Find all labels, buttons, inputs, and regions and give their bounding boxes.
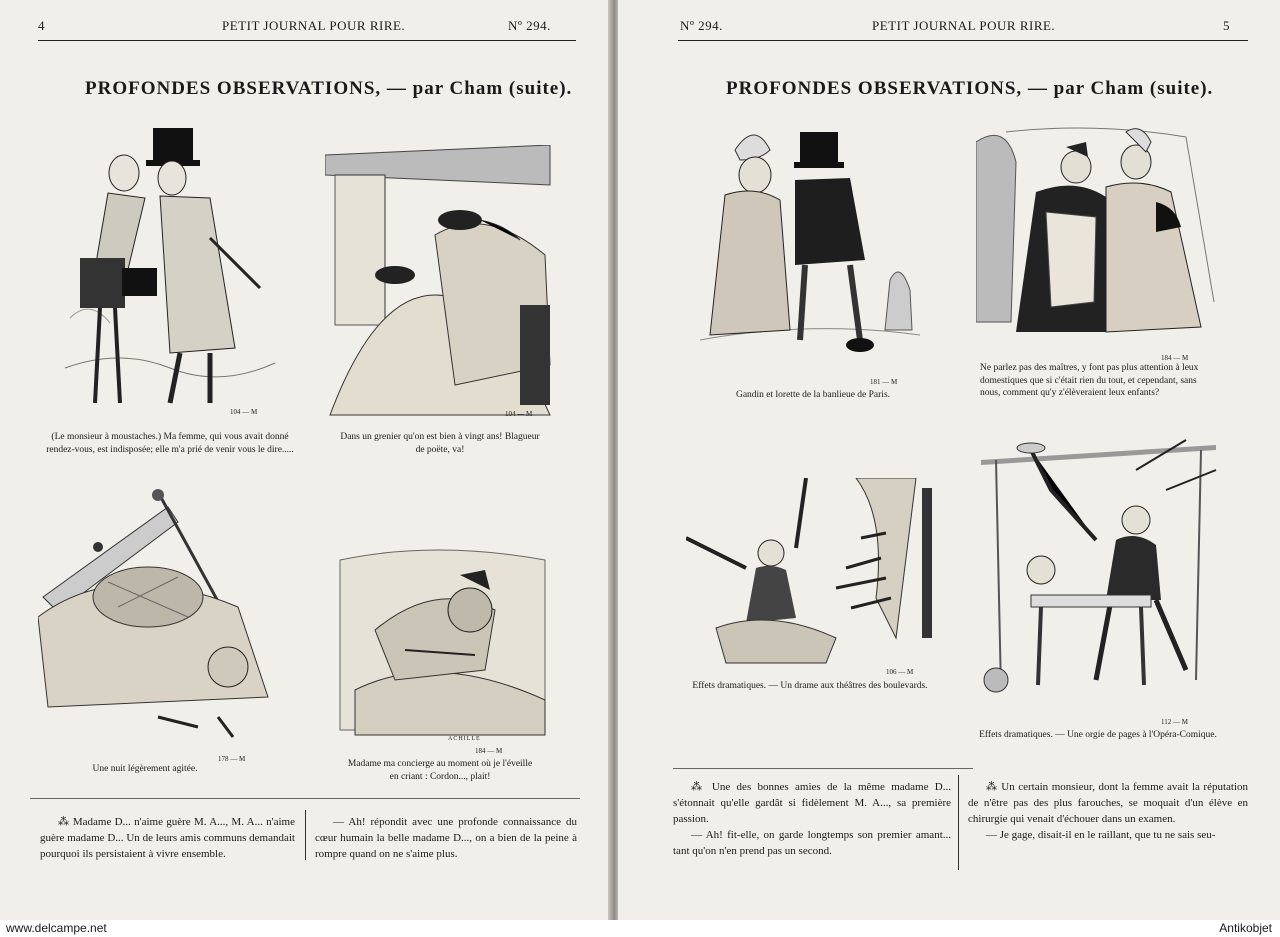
- anecdote-paragraph: ⁂ Madame D... n'aime guère M. A..., M. A... n'aime guère madame D... Un de leurs amis communs demandait pourquoi ils persistaient à vivre ensemble.: [40, 816, 295, 860]
- page-number: 5: [1223, 18, 1230, 33]
- header-title: PETIT JOURNAL POUR RIRE.: [222, 18, 406, 33]
- anecdote-column: [673, 779, 951, 859]
- footer-seller[interactable]: Antikobjet: [1219, 921, 1272, 935]
- anecdote-paragraph: ⁂ Un certain monsieur, dont la femme avait la réputation de n'être pas des plus farouches, se moquait d'un élève en chirurgie qui venait d'échouer dans un examen.: [968, 781, 1248, 825]
- column-divider: [305, 810, 306, 860]
- illustration-orgy: [976, 430, 1224, 726]
- illustration-drama: [686, 478, 936, 676]
- page-title: PROFONDES OBSERVATIONS, — par Cham (suite).: [85, 78, 573, 99]
- plate-number: 104 — M: [505, 410, 533, 418]
- caption: Ne parlez pas des maîtres, y font pas plus attention à leux domestiques que si c'était rien du tout, et cependant, sans nous, comment qu'y z'élèveraient leux enfants?: [980, 363, 1199, 398]
- anecdote-paragraph: ⁂ Une des bonnes amies de la même madame D... s'étonnait qu'elle gardât si fidèlement M. A..., sa première passion.: [673, 781, 951, 825]
- page-number: 4: [38, 18, 45, 33]
- plate-number: 178 — M: [218, 755, 246, 763]
- illustration-attic: [325, 145, 555, 420]
- section-rule: [673, 768, 973, 769]
- illustration-concierge: [335, 540, 550, 755]
- caption: (Le monsieur à moustaches.) Ma femme, qui vous avait donné rendez-vous, est indisposée; elle m'a prié de venir vous le dire.....: [46, 432, 294, 455]
- caption: Effets dramatiques. — Une orgie de pages à l'Opéra-Comique.: [979, 730, 1217, 740]
- page-title: PROFONDES OBSERVATIONS, — par Cham (suite).: [726, 78, 1214, 99]
- plate-number: 106 — M: [886, 668, 914, 676]
- column-divider: [958, 775, 959, 870]
- footer-source[interactable]: www.delcampe.net: [6, 921, 107, 935]
- plate-number: 184 — M: [475, 747, 503, 755]
- illustration-gentlemen: [60, 118, 280, 418]
- anecdote-column: [40, 814, 295, 862]
- caption: Madame ma concierge au moment où je l'éveille en criant : Cordon..., plait!: [347, 759, 533, 782]
- anecdote-column: [315, 814, 577, 862]
- caption: Une nuit légèrement agitée.: [92, 764, 198, 774]
- anecdote-paragraph: — Ah! fit-elle, on garde longtemps son premier amant... tant qu'on n'en prend pas un second.: [673, 829, 951, 857]
- issue-number: Nº 294.: [508, 18, 551, 33]
- header-rule: [678, 40, 1248, 41]
- illustration-servants: [976, 122, 1216, 362]
- plate-number: 181 — M: [870, 378, 898, 386]
- caption: Dans un grenier qu'on est bien à vingt ans! Blagueur de poëte, va!: [340, 432, 540, 455]
- anecdote-paragraph: — Je gage, disait-il en le raillant, que tu ne sais seu-: [986, 829, 1216, 841]
- header-title: PETIT JOURNAL POUR RIRE.: [872, 18, 1056, 33]
- plate-number: 104 — M: [230, 408, 258, 416]
- illustration-restless-night: [38, 487, 278, 763]
- caption: Effets dramatiques. — Un drame aux théâtres des boulevards.: [692, 681, 928, 691]
- plate-number: 112 — M: [1161, 718, 1188, 726]
- issue-number: Nº 294.: [680, 18, 723, 33]
- illustration-gandin-lorette: [700, 120, 920, 386]
- footer-bar: [0, 920, 1280, 937]
- anecdote-paragraph: — Ah! répondit avec une profonde connaissance du cœur humain la belle madame D..., on a bien de la peine à rompre quand on ne s'aime plus.: [315, 816, 577, 860]
- right-page: [618, 0, 1280, 920]
- artist-signature: ACHILLE: [448, 736, 481, 742]
- caption: Gandin et lorette de la banlieue de Paris.: [735, 390, 891, 400]
- plate-number: 184 — M: [1161, 354, 1189, 362]
- header-rule: [38, 40, 576, 41]
- anecdote-column: [968, 779, 1248, 843]
- section-rule: [30, 798, 580, 799]
- left-page: [0, 0, 612, 920]
